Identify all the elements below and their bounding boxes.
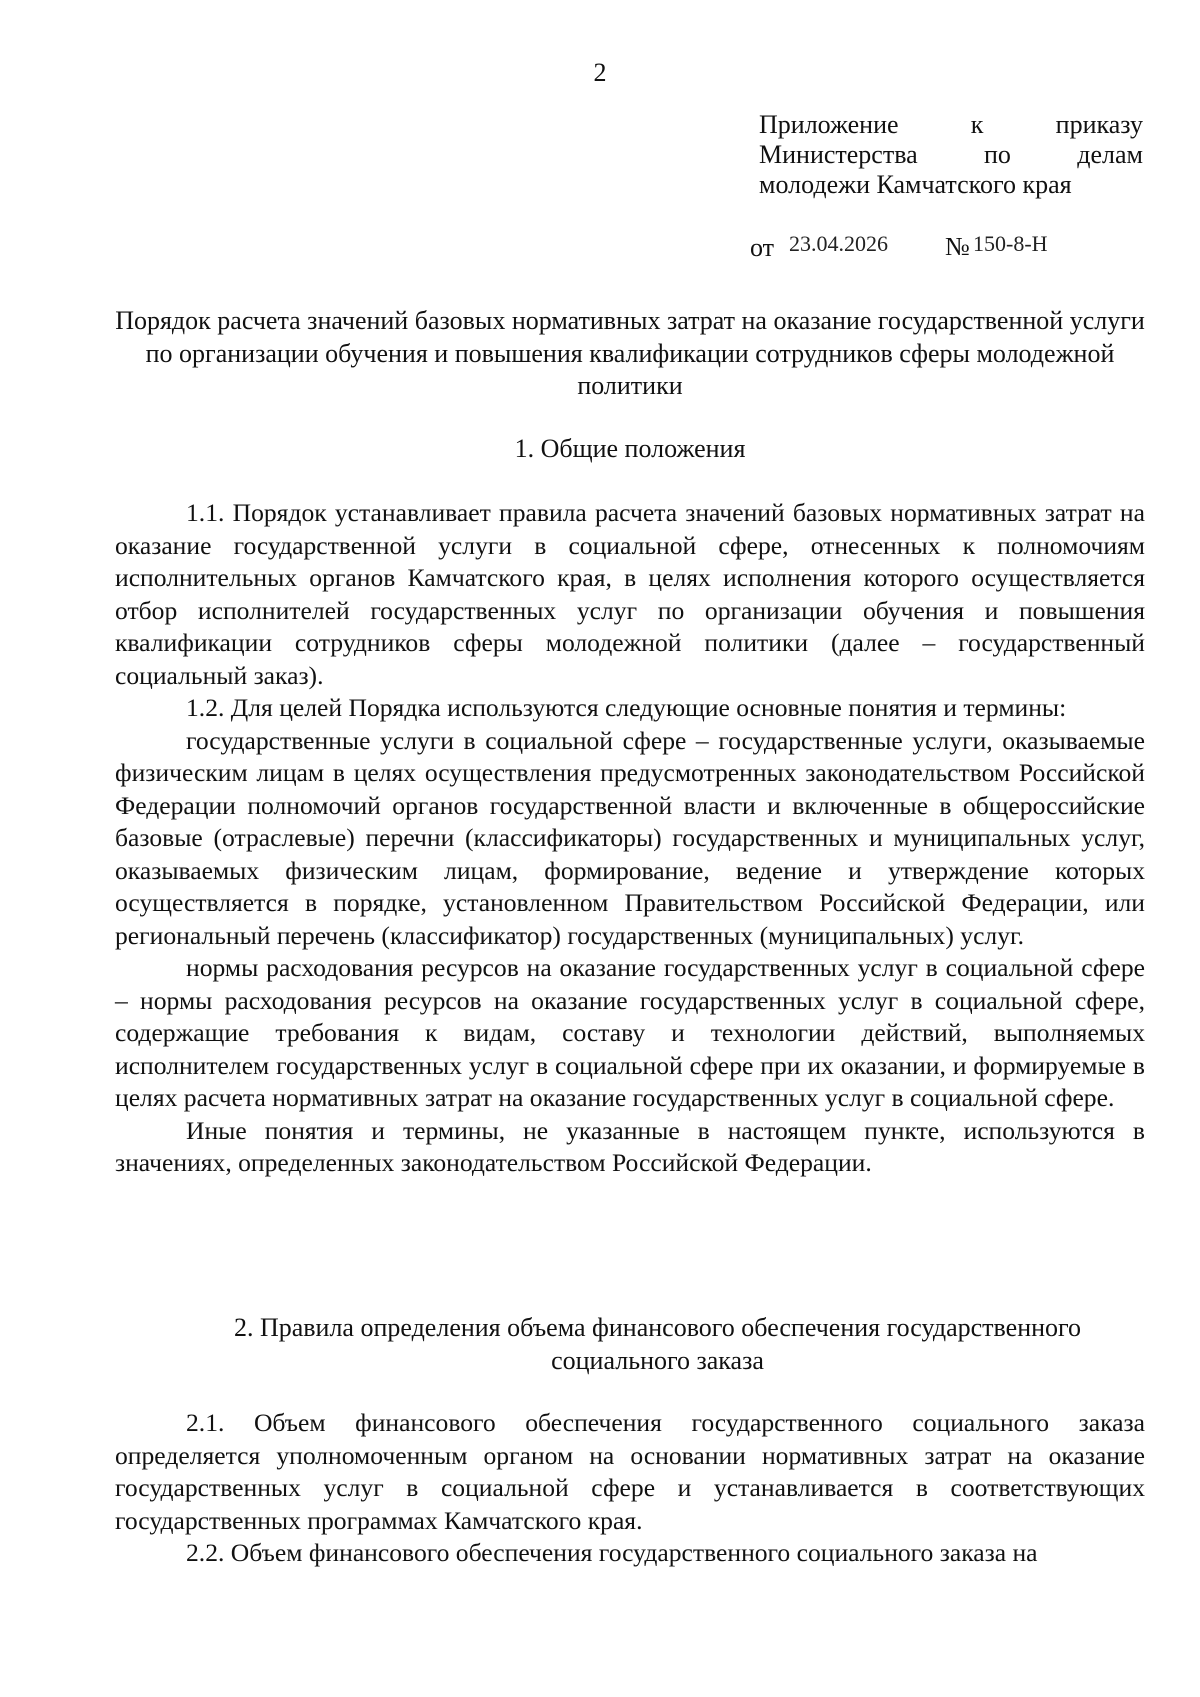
page-number: 2	[593, 58, 607, 87]
section-heading: 2. Правила определения объема финансового обеспечения государственного социального заказа	[233, 1313, 1082, 1375]
order-date: 23.04.2026	[789, 231, 888, 256]
paragraph: нормы расходования ресурсов на оказание государственных услуг в социальной сфере – нормы расходования ресурсов на оказание государственных услуг в социальной сфере, содержащие требования к видам, составу и технологии действий, выполняемых исполнителем государственных услуг в социальной сфере при их оказании, и формируемые в целях расчета нормативных затрат на оказание государственных услуг в социальной сфере.	[115, 953, 1145, 1112]
order-number: 150-8-Н	[973, 231, 1048, 256]
appendix-line: Министерства по делам	[759, 140, 1143, 169]
section-heading: 1. Общие положения	[514, 434, 746, 463]
paragraph: государственные услуги в социальной сфере – государственные услуги, оказываемые физическим лицам в целях осуществления предусмотренных законодательством Российской Федерации полномочий органов государственной власти и включенные в общероссийские базовые (отраслевые) перечни (классификаторы) государственных и муниципальных услуг, оказываемых физическим лицам, формирование, ведение и утверждение которых осуществляется в порядке, установленном Правительством Российской Федерации, или региональный перечень (классификатор) государственных (муниципальных) услуг.	[115, 725, 1145, 950]
appendix-line: Приложение к приказу	[759, 110, 1143, 139]
section-body	[115, 497, 1145, 1180]
order-number-prefix: №	[945, 232, 970, 261]
paragraph: 1.2. Для целей Порядка используются следующие основные понятия и термины:	[186, 693, 1067, 722]
order-date-prefix: от	[750, 233, 775, 262]
appendix-line: молодежи Камчатского края	[759, 170, 1072, 199]
paragraph: 2.1. Объем финансового обеспечения государственного социального заказа определяется уполномоченным органом на основании нормативных затрат на оказание государственных услуг в социальной сфере и устанавливается в соответствующих государственных программах Камчатского края.	[115, 1408, 1145, 1535]
paragraph: Иные понятия и термины, не указанные в настоящем пункте, используются в значениях, определенных законодательством Российской Федерации.	[115, 1115, 1145, 1177]
section-body	[115, 1407, 1145, 1570]
paragraph: 2.2. Объем финансового обеспечения государственного социального заказа на	[186, 1538, 1038, 1567]
document-title: Порядок расчета значений базовых нормативных затрат на оказание государственной услуги по организации обучения и повышения квалификации сотрудников сферы молодежной политики	[115, 306, 1145, 400]
paragraph: 1.1. Порядок устанавливает правила расчета значений базовых нормативных затрат на оказание государственной услуги в социальной сфере, отнесенных к полномочиям исполнительных органов Камчатского края, в целях исполнения которого осуществляется отбор исполнителей государственных услуг по организации обучения и повышения квалификации сотрудников сферы молодежной политики (далее – государственный социальный заказ).	[115, 498, 1145, 690]
